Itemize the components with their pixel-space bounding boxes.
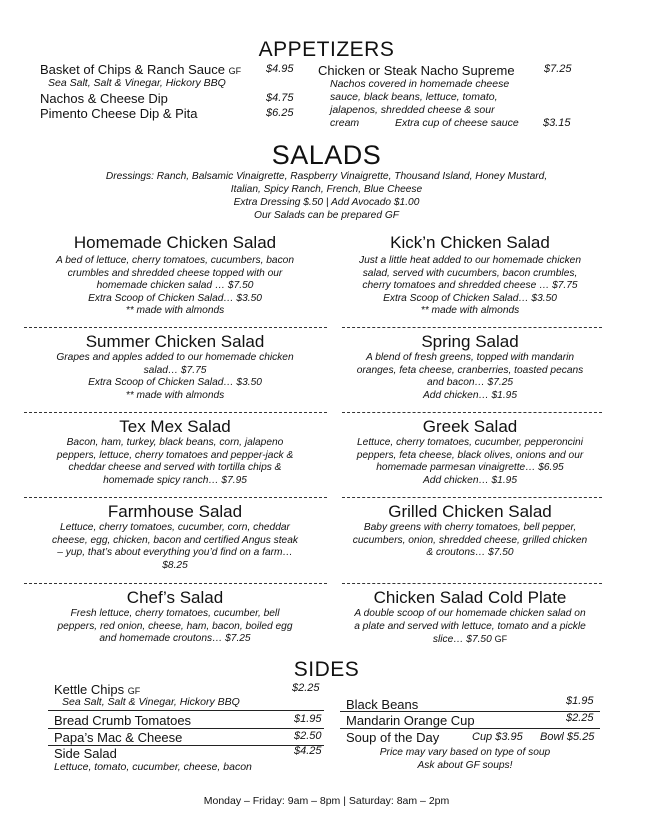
divider	[48, 728, 324, 729]
salads-gf-note: Our Salads can be prepared GF	[254, 210, 399, 221]
side-black-beans-price: $1.95	[566, 695, 594, 707]
salads-extras: Extra Dressing $.50 | Add Avocado $1.00	[233, 197, 420, 208]
divider	[342, 583, 602, 584]
appetizer-nacho-desc-1: Nachos covered in homemade cheese	[330, 78, 510, 90]
side-soup-name: Soup of the Day	[346, 730, 440, 745]
side-kettle-chips-name: Kettle Chips GF	[54, 682, 141, 697]
side-mac-cheese-name: Papa’s Mac & Cheese	[54, 730, 183, 745]
appetizer-chips-name: Basket of Chips & Ranch Sauce GF	[40, 62, 242, 77]
divider	[24, 412, 327, 413]
side-soup-bowl-price: Bowl $5.25	[540, 731, 595, 743]
divider	[24, 497, 327, 498]
divider	[342, 497, 602, 498]
appetizer-pimento-price: $6.25	[266, 107, 294, 119]
side-salad-name: Side Salad	[54, 746, 117, 761]
side-mandarin-price: $2.25	[566, 712, 594, 724]
appetizer-nacho-supreme-price: $7.25	[544, 63, 572, 75]
appetizer-chips-price: $4.95	[266, 63, 294, 75]
salad-title: Chef’s Salad	[126, 588, 224, 607]
divider	[342, 327, 602, 328]
salad-title: Spring Salad	[421, 332, 519, 351]
salad-desc: Lettuce, cherry tomatoes, cucumber, corn, cheddar cheese, egg, chicken, bacon and certified Angus steak – yup, that’s about everything you’d find on a farm… $8.25	[52, 522, 298, 571]
salad-title: Summer Chicken Salad	[85, 332, 265, 351]
salad-desc: Grapes and apples added to our homemade chicken salad… $7.75 Extra Scoop of Chicken Salad… $3.50 ** made with almonds	[56, 352, 294, 401]
appetizer-nachos-name: Nachos & Cheese Dip	[40, 91, 168, 106]
appetizer-nachos-price: $4.75	[266, 92, 294, 104]
salads-heading: SALADS	[271, 140, 382, 170]
side-salad-price: $4.25	[294, 745, 322, 757]
appetizers-heading: APPETIZERS	[258, 38, 395, 61]
salad-title: Chicken Salad Cold Plate	[373, 588, 567, 607]
salad-title: Grilled Chicken Salad	[388, 502, 552, 521]
side-soup-cup-price: Cup $3.95	[472, 731, 523, 743]
salad-desc: Baby greens with cherry tomatoes, bell pepper, cucumbers, onion, shredded cheese, grilled chicken & croutons… $7.50	[352, 522, 588, 559]
divider	[24, 583, 327, 584]
salads-dressings-2: Italian, Spicy Ranch, French, Blue Cheese	[230, 184, 423, 195]
appetizer-pimento-name: Pimento Cheese Dip & Pita	[40, 106, 198, 121]
appetizer-chips-flavors: Sea Salt, Salt & Vinegar, Hickory BBQ	[48, 77, 226, 89]
business-hours: Monday – Friday: 9am – 8pm | Saturday: 8am – 2pm	[203, 795, 450, 807]
salad-title: Kick’n Chicken Salad	[390, 233, 550, 252]
divider	[340, 711, 600, 712]
salads-dressings-1: Dressings: Ranch, Balsamic Vinaigrette, Raspberry Vinaigrette, Thousand Island, Honey Mustard,	[105, 171, 548, 182]
divider	[48, 710, 324, 711]
side-black-beans-name: Black Beans	[346, 697, 419, 712]
side-tomatoes-price: $1.95	[294, 713, 322, 725]
salad-desc: A bed of lettuce, cherry tomatoes, cucumbers, bacon crumbles and shredded cheese topped with our homemade chicken salad … $7.50 Extra Scoop of Chicken Salad… $3.50 ** made with almonds	[55, 255, 295, 317]
side-soup-note-2: Ask about GF soups!	[417, 760, 513, 771]
salad-desc: Lettuce, cherry tomatoes, cucumber, pepperoncini peppers, feta cheese, black olives, onions and our homemade parmesan vinaigrette… $6.95 Add chicken… $1.95	[356, 437, 584, 486]
divider	[342, 412, 602, 413]
divider	[340, 728, 600, 729]
appetizer-cheese-extra-price: $3.15	[543, 117, 571, 129]
salad-desc: Fresh lettuce, cherry tomatoes, cucumber, bell peppers, red onion, cheese, ham, bacon, boiled egg and homemade croutons… $7.25	[57, 608, 293, 645]
side-kettle-chips-price: $2.25	[292, 682, 320, 694]
salad-desc: Bacon, ham, turkey, black beans, corn, jalapeno peppers, lettuce, cherry tomatoes and pepper-jack & cheddar cheese and served with tortilla chips & homemade spicy ranch… $7.95	[56, 437, 294, 486]
salad-title: Farmhouse Salad	[107, 502, 243, 521]
salad-desc: Just a little heat added to our homemade chicken salad, served with cucumbers, bacon crumbles, cherry tomatoes and shredded cheese … $7.75 Extra Scoop of Chicken Salad… $3.50 ** made with almonds	[359, 255, 581, 317]
side-mac-cheese-price: $2.50	[294, 730, 322, 742]
side-mandarin-name: Mandarin Orange Cup	[346, 713, 475, 728]
salad-title: Greek Salad	[422, 417, 518, 436]
side-kettle-chips-flavors: Sea Salt, Salt & Vinegar, Hickory BBQ	[62, 696, 240, 708]
side-tomatoes-name: Bread Crumb Tomatoes	[54, 713, 192, 728]
appetizer-cheese-extra: Extra cup of cheese sauce	[395, 117, 519, 129]
appetizer-nacho-desc-4: cream	[330, 117, 360, 129]
appetizer-nacho-supreme-name: Chicken or Steak Nacho Supreme	[318, 63, 515, 78]
sides-heading: SIDES	[293, 658, 360, 681]
side-soup-note-1: Price may vary based on type of soup	[379, 747, 551, 758]
divider	[24, 327, 327, 328]
salad-desc: A blend of fresh greens, topped with mandarin oranges, feta cheese, cranberries, toasted pecans and bacon… $7.25 Add chicken… $1.95	[356, 352, 584, 401]
salad-title: Homemade Chicken Salad	[73, 233, 277, 252]
appetizer-nacho-desc-2: sauce, black beans, lettuce, tomato,	[330, 91, 498, 103]
salad-desc: A double scoop of our homemade chicken salad on a plate and served with lettuce, tomato and a pickle slice… $7.50 GF	[354, 608, 586, 646]
side-salad-desc: Lettuce, tomato, cucumber, cheese, bacon	[54, 761, 252, 773]
salad-title: Tex Mex Salad	[119, 417, 231, 436]
appetizer-nacho-desc-3: jalapenos, shredded cheese & sour	[330, 104, 495, 116]
